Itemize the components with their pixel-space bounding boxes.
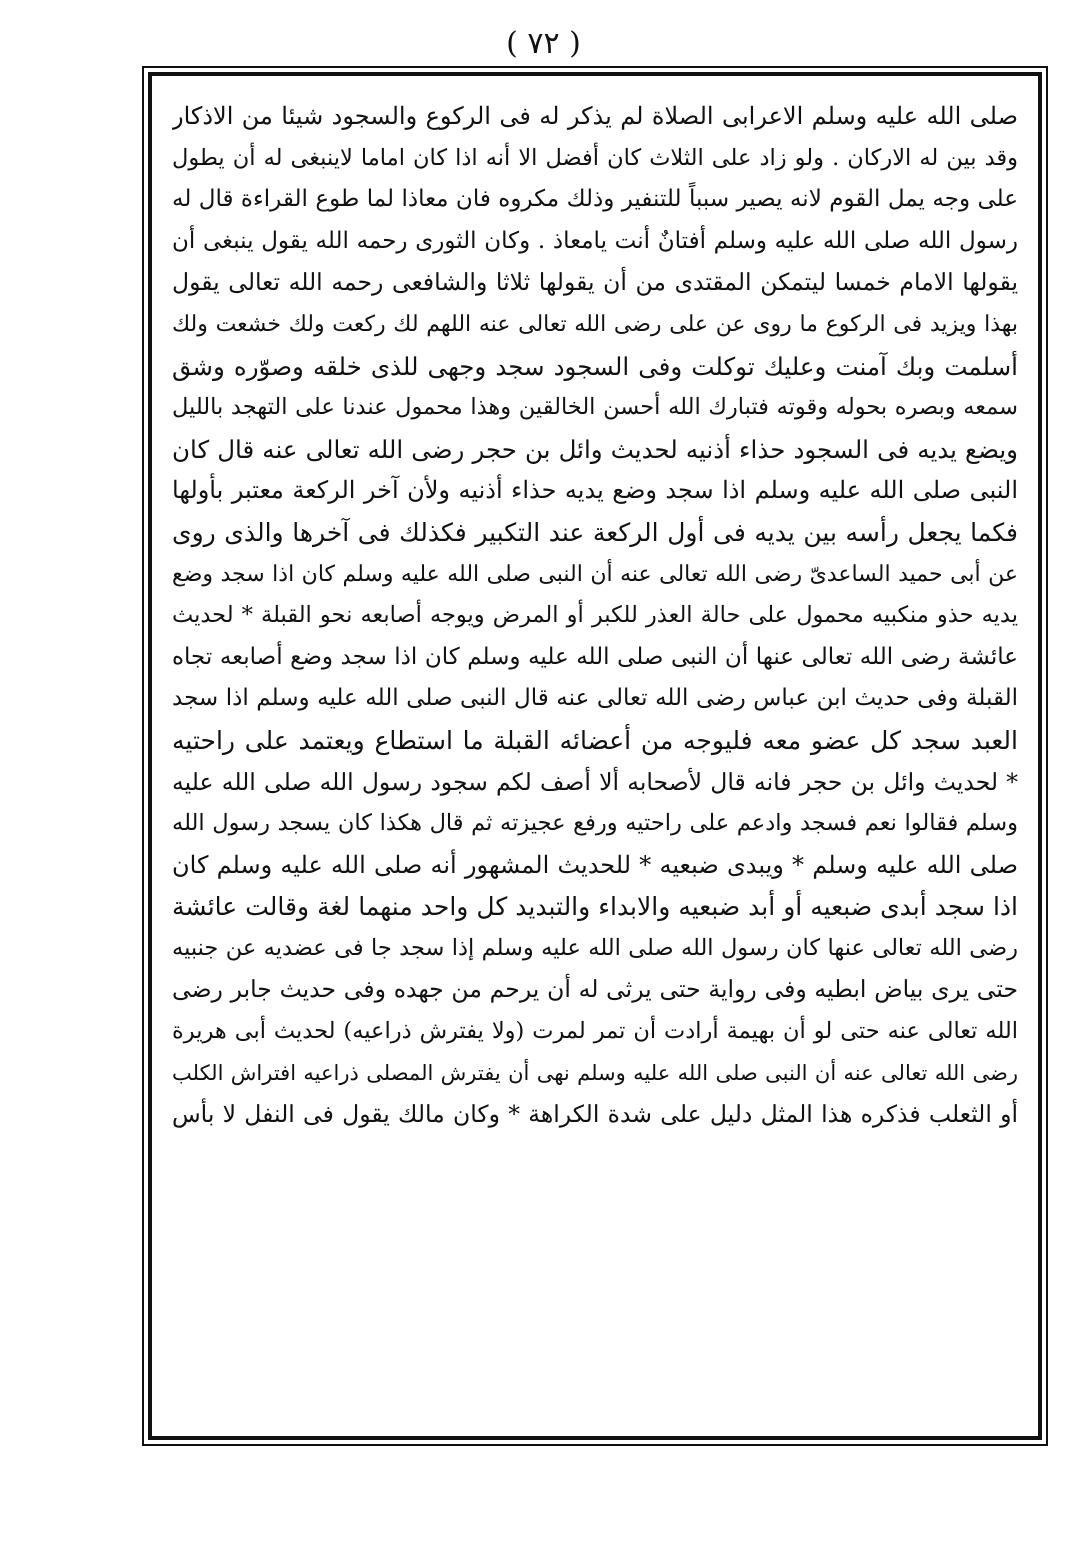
text-line: عائشة رضى الله تعالى عنها أن النبى صلى الله عليه وسلم كان اذا سجد وضع أصابعه تجاه bbox=[172, 643, 1018, 670]
page-number: ( ٧٢ ) bbox=[506, 26, 581, 61]
text-line: أو الثعلب فذكره هذا المثل دليل على شدة الكراهة * وكان مالك يقول فى النفل لا بأس bbox=[172, 1100, 1018, 1129]
text-line: صلى الله عليه وسلم * ويبدى ضبعيه * للحديث المشهور أنه صلى الله عليه وسلم كان bbox=[172, 850, 1018, 879]
text-line: حتى يرى بياض ابطيه وفى رواية حتى يرثى له أن يرحم من جهده وفى حديث جابر رضى bbox=[172, 975, 1018, 1004]
text-line: يديه حذو منكبيه محمول على حالة العذر للكبر أو المرض ويوجه أصابعه نحو القبلة * لحديث bbox=[172, 602, 1018, 629]
text-line: صلى الله عليه وسلم الاعرابى الصلاة لم يذكر له فى الركوع والسجود شيئا من الاذكار bbox=[172, 102, 1018, 130]
text-line: سمعه وبصره بحوله وقوته فتبارك الله أحسن الخالقين وهذا محمول عندنا على التهجد بالليل bbox=[172, 394, 1018, 421]
text-line: العبد سجد كل عضو معه فليوجه من أعضائه القبلة ما استطاع ويعتمد على راحتيه bbox=[172, 725, 1018, 755]
text-line: القبلة وفى حديث ابن عباس رضى الله تعالى عنه قال النبى صلى الله عليه وسلم اذا سجد bbox=[172, 685, 1018, 712]
text-line: الله تعالى عنه حتى لو أن بهيمة أرادت أن تمر لمرت (ولا يفترش ذراعيه) لحديث أبى هريرة bbox=[172, 1018, 1018, 1045]
text-line: بهذا ويزيد فى الركوع ما روى عن على رضى الله تعالى عنه اللهم لك ركعت ولك خشعت ولك bbox=[172, 311, 1018, 337]
text-line: أسلمت وبك آمنت وعليك توكلت وفى السجود سجد وجهى للذى خلقه وصوّره وشق bbox=[172, 351, 1018, 381]
text-line: وسلم فقالوا نعم فسجد وادعم على راحتيه ورفع عجيزته ثم قال هكذا كان يسجد رسول الله bbox=[172, 810, 1018, 837]
text-line: رضى الله تعالى عنه أن النبى صلى الله عليه وسلم نهى أن يفترش المصلى ذراعيه افتراش الكلب bbox=[172, 1060, 1018, 1085]
text-line: يقولها الامام خمسا ليتمكن المقتدى من أن يقولها ثلاثا والشافعى رحمه الله تعالى يقول bbox=[172, 268, 1018, 297]
text-line: اذا سجد أبدى ضبعيه أو أبد ضبعيه والابداء والتبديد كل واحد منهما لغة وقالت عائشة bbox=[172, 892, 1018, 922]
text-line: رضى الله تعالى عنها كان رسول الله صلى الله عليه وسلم إذا سجد جا فى عضديه عن جنبيه bbox=[172, 934, 1018, 961]
text-line: رسول الله صلى الله عليه وسلم أفتانٌ أنت يامعاذ . وكان الثورى رحمه الله يقول ينبغى أن bbox=[172, 227, 1018, 254]
text-line: ويضع يديه فى السجود حذاء أذنيه لحديث وائل بن حجر رضى الله تعالى عنه قال كان bbox=[172, 434, 1018, 464]
text-line: النبى صلى الله عليه وسلم اذا سجد وضع يديه حذاء أذنيه ولأن آخر الركعة معتبر بأولها bbox=[172, 476, 1018, 505]
text-line: * لحديث وائل بن حجر فانه قال لأصحابه ألا أصف لكم سجود رسول الله صلى الله عليه bbox=[172, 767, 1018, 796]
text-line: وقد بين له الاركان . ولو زاد على الثلاث كان أفضل الا أنه اذا كان اماما لاينبغى له أن يطول bbox=[172, 144, 1018, 171]
text-line: على وجه يمل القوم لانه يصير سبباً للتنفير وذلك مكروه فان معاذا لما طوع القراءة قال له bbox=[172, 186, 1018, 213]
text-line: فكما يجعل رأسه بين يديه فى أول الركعة عند التكبير فكذلك فى آخرها والذى روى bbox=[172, 517, 1018, 547]
page-text-body bbox=[172, 96, 1018, 1428]
text-line: عن أبى حميد الساعدىّ رضى الله تعالى عنه أن النبى صلى الله عليه وسلم كان اذا سجد وضع bbox=[172, 561, 1018, 587]
